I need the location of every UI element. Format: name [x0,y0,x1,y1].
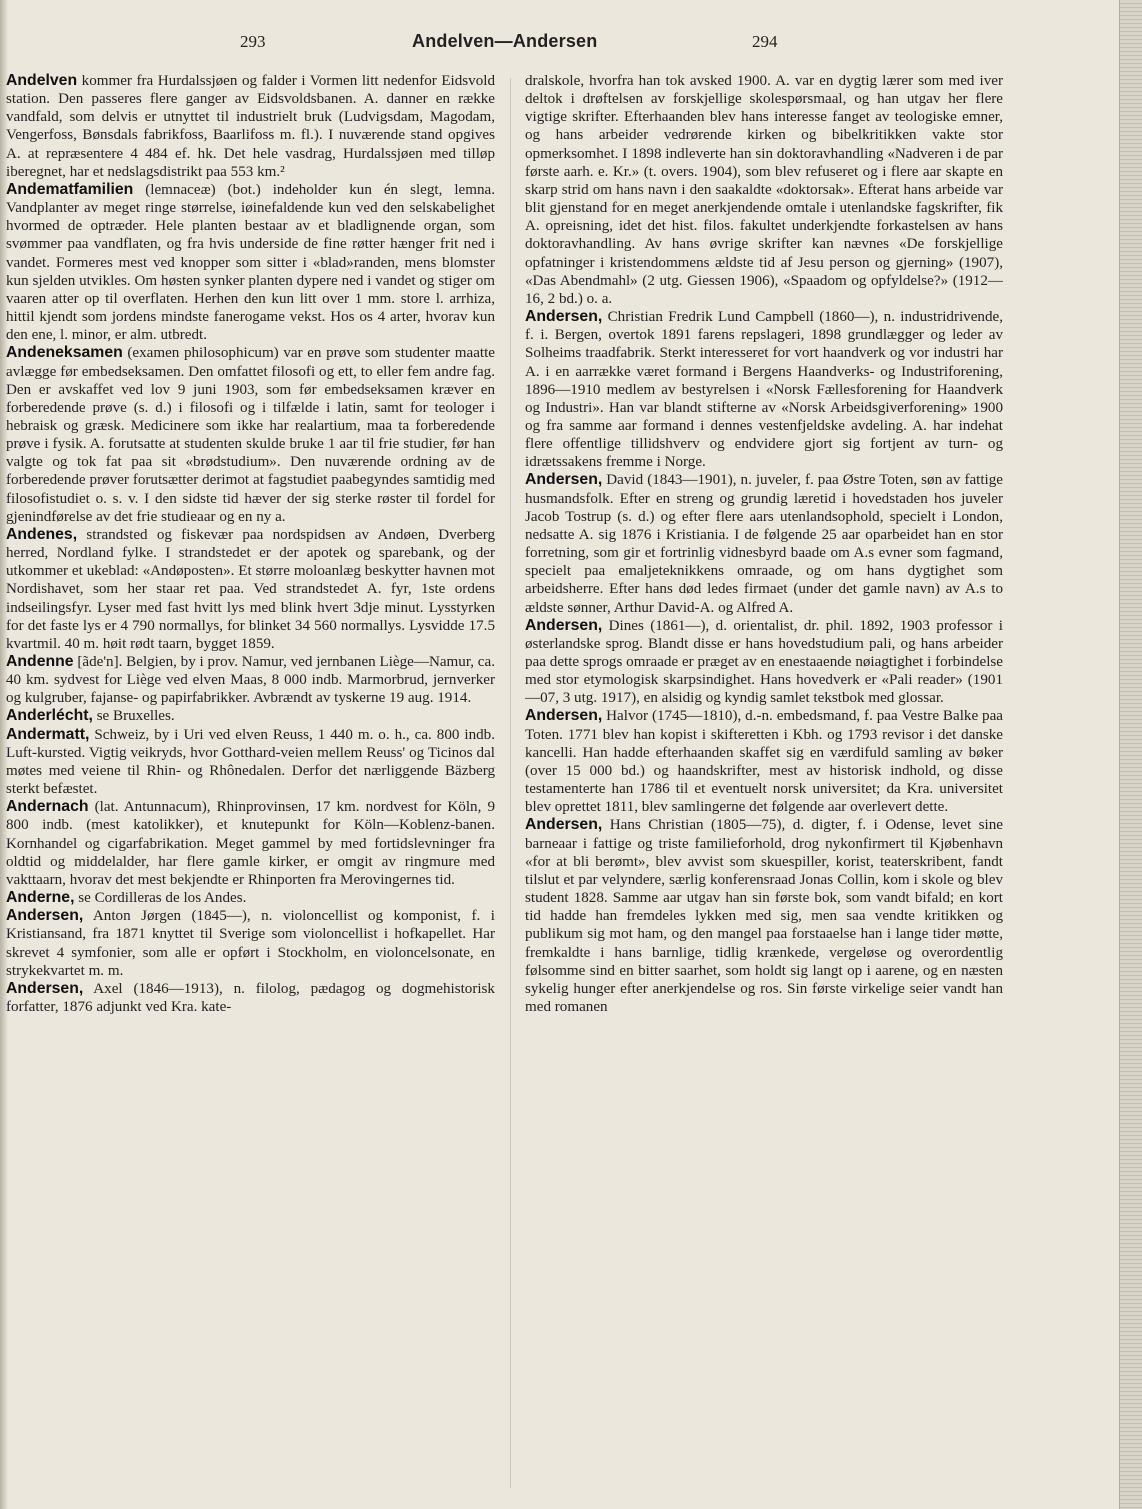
encyclopedia-entry [6,798,495,889]
encyclopedia-entry [525,471,1003,616]
page-number-right: 294 [752,32,778,51]
entry-text: David (1843—1901), n. juveler, f. paa Østre Toten, søn av fattige husmandsfolk. Efter en streng og grundig læretid i hovedstaden hos juveler Jacob Tostrup (s. d.) og efter flere aars utenlandsophold, specielt i London, nedsatte A. sig 1876 i Kristiania. I de følgende 25 aar oparbeidet han en stor forretning, som gir et fortrinlig vidnesbyrd baade om A.s evner som fagmand, specielt paa emaljeteknikkens omraade, og om hans dygtighet som arbeidsherre. Efter hans død ledes firmaet (under det gamle navn) av A.s to ældste sønner, Arthur David-A. og Alfred A. [525,472,1003,616]
page-edge-stack [1119,0,1142,1509]
entry-text: [ãde'n]. Belgien, by i prov. Namur, ved jernbanen Liège—Namur, ca. 40 km. sydvest for Liège ved elven Maas, 8 000 indb. Marmorbrud, jernverker og kulgruber, fajanse- og papirfabrikker. Avbrændt av tyskerne 19 aug. 1914. [6,654,495,707]
entry-headword: Anderlécht, [6,707,93,725]
entry-text: kommer fra Hurdalssjøen og falder i Vormen litt nedenfor Eidsvold station. Den passeres flere ganger av Eidsvoldsbanen. A. danner en række vandfald, som delvis er utnyttet til industrielt bruk (Ludvigsdam, Magodam, Vengerfoss, Bønsdals fabrikfoss, Baarlifoss m. fl.). I nuværende stand opgives A. at repræsentere 4 484 ef. hk. Det hele vasdrag, Hurdalssjøen med tilløp iberegnet, har et nedslagsdistrikt paa 553 km.² [6,73,495,180]
entry-text: (examen philosophicum) var en prøve som studenter maatte avlægge før embedseksamen. Den omfattet filosofi og ett, to eller fem andre fag. Den er avskaffet ved lov 9 juni 1903, som før embedseksamen kræver en forberedende prøve (s. d.) i filosofi og i tilfælde i latin, samt for teologer i hebraisk og græsk. Medicinere som ikke har realartium, maa ta forberedende prøve i fysik. A. forutsatte at studenten skulde bruke 1 aar til frie studier, før han valgte og tok fat paa sit «brødstudium». Den nuværende ordning av de forberedende prøver forutsætter derimot at fagstudiet paabegyndes samtidig med filosofistudiet o. s. v. I den sidste tid hæver der sig sterke røster til fordel for gjenindførelse av det frie studieaar og en ny a. [6,345,495,525]
encyclopedia-entry [6,653,495,707]
entry-text: se Bruxelles. [96,708,175,725]
entry-text: (lat. Antunnacum), Rhinprovinsen, 17 km. nordvest for Köln, 9 800 indb. (mest katolikker), et knutepunkt for Köln—Koblenz-banen. Kornhandel og cigarfabrikation. Meget gammel by med fortidslevninger fra oldtid og middelalder, har flere gamle kirker, er omgit av ringmure med vakttaarn, hvorav det mest bekjendte er Rhinporten fra Merovingernes tid. [6,799,495,888]
entry-text: Anton Jørgen (1845—), n. violoncellist og komponist, f. i Kristiansand, fra 1871 knyttet til Sverige som violoncellist i hofkapellet. Har skrevet 4 symfonier, som alle er opført i Stockholm, en violoncelsonate, en strykekvartet m. m. [6,908,495,979]
column-divider [510,78,511,1488]
entry-text: dralskole, hvorfra han tok avsked 1900. A. var en dygtig lærer som med iver deltok i drøftelsen av forskjellige skolespørsmaal, og han utgav her flere vigtige skrifter. Efterhaanden blev hans interesse fanget av teologiske emner, og hans arbeider vedrørende kirken og bibelkritikken vakte stor opmerksomhet. I 1898 indleverte han sin doktoravhandling «Nadveren i de par første aarh. e. Kr.» (t. overs. 1904), som blev refuseret og i flere aar skapte en skarp strid om hans navn i den saakaldte «doktorsak». Efterat hans arbeide var blit gjenstand for en meget anerkjendende omtale i utenlandske fagskrifter, fik A. opreisning, idet det hist. filos. fakultet underkjendte forkastelsen av hans doktoravhandling. Av hans øvrige skrifter kan nævnes «De forskjellige opfatninger i kristendommens ældste tid af Jesu person og gjerning» (1907), «Das Abendmahl» (2 utg. Giessen 1906), «Spaadom og opfyldelse?» (1912—16, 2 bd.) o. a. [525,73,1003,307]
encyclopedia-entry [525,816,1003,1016]
entry-headword: Andematfamilien [6,180,134,198]
encyclopedia-entry [6,907,495,980]
entry-headword: Anderne, [6,889,75,907]
entry-headword: Andersen, [525,471,603,489]
entry-headword: Andelven [6,72,78,89]
entry-headword: Andeneksamen [6,344,123,362]
encyclopedia-entry [6,889,495,907]
entry-headword: Andenes, [6,525,78,543]
encyclopedia-entry [525,617,1003,708]
entry-text: se Cordilleras de los Andes. [78,890,247,907]
left-column [6,72,495,1500]
entry-text: Hans Christian (1805—75), d. digter, f. i Odense, levet sine barneaar i fattige og triste familieforhold, drog nykonfirmert til Kjøbenhavn «for at bli berømt», blev avvist som skuespiller, korist, teaterskribent, fandt tilslut et par velyndere, særlig konferensraad Jonas Collin, kom i skole og blev student 1828. Samme aar utgav han sin første bok, som vandt bifald; en kort tid hadde han fremdeles lykken med sig, men saa vendte kritikken og publikum sig mot ham, og den mangel paa forstaaelse han i lange tider møtte, fremkaldte i hans barnlige, tidlig krænkede, vergeløse og overordentlig følsomme sind en bitter saarhet, som holdt sig langt op i aarene, og en næsten sykelig hunger efter anerkjendelse og ros. Sin første virkelige seier vandt han med romanen [525,817,1003,1015]
entry-text: Halvor (1745—1810), d.-n. embedsmand, f. paa Vestre Balke paa Toten. 1771 blev han kopist i skifteretten i Kbh. og 1793 revisor i det danske kancelli. Han hadde efterhaanden skaffet sig en værdifuld samling av bøker (over 15 000 bd.) og haandskrifter, mest av historisk indhold, og disse testamenterte han 1786 til et eventuelt norsk universitet; da Kra. universitet blev oprettet 1811, blev samlingerne det følgende aar overlevert dette. [525,708,1003,816]
entry-headword: Andernach [6,798,89,816]
entry-text: Dines (1861—), d. orientalist, dr. phil. 1892, 1903 professor i østerlandske sprog. Blandt disse er hans hovedstudium pali, og hans arbeider paa dette sprogs omraade er præget av en enestaaende nøiagtighet i forbindelse med stor etymologisk skarpsindighet. Hans hovedverk er «Pali reader» (1901—07, 3 utg. 1917), en alsidig og kyndig samlet tekstbok med glossar. [525,617,1003,707]
encyclopedia-entry [525,308,1003,471]
page-number-left: 293 [240,32,266,51]
entry-text: Christian Fredrik Lund Campbell (1860—), n. industridrivende, f. i. Bergen, overtok 1891 farens repslageri, 1898 grundlægger og leder av Solheims traadfabrik. Sterkt interesseret for vort haandverk og vor industri har A. i en aarrække været formand i Bergens Haandverks- og Industriforening, 1896—1910 medlem av bestyrelsen i «Norsk Fællesforening for Haandverk og Industri». Han var blandt stifterne av «Norsk Arbeidsgiverforening» 1900 og fra samme aar formand i dennes vestenfjeldske avdeling. A. har indehat flere offentlige tillidshverv og endvidere gjort sig fortjent av turn- og idrætssakens fremme i Norge. [525,309,1003,471]
entry-headword: Andermatt, [6,725,90,743]
encyclopedia-entry [6,72,495,181]
entry-text: Schweiz, by i Uri ved elven Reuss, 1 440 m. o. h., ca. 800 indb. Luft-kursted. Vigtig veikryds, hvor Gotthard-veien mellem Reuss' og Ticinos dal møtes med veiene til Rhin- og Rhônedalen. Derfor det nærliggende Bäzberg sterkt befæstet. [6,726,495,798]
page-header [0,32,1120,56]
encyclopedia-entry [6,526,495,653]
entry-headword: Andersen, [525,616,603,634]
entry-headword: Andersen, [6,979,84,997]
entry-headword: Andersen, [525,816,603,834]
encyclopedia-entry [6,181,495,344]
encyclopedia-entry [6,344,495,526]
entry-headword: Andenne [6,653,74,670]
encyclopedia-entry [525,707,1003,816]
right-column [525,72,1003,1500]
entry-headword: Andersen, [525,707,603,725]
entry-text: strandsted og fiskevær paa nordspidsen av Andøen, Dverberg herred, Nordland fylke. I strandstedet er der apotek og sparebank, og der utkommer et ukeblad: «Andøposten». Et større moloanlæg beskytter havnen mot Nordishavet, som her staar ret paa. Ved strandstedet A. fyr, 1ste ordens indseilingsfyr. Lyser med fast hvitt lys med blink hvert 3dje minut. Lysstyrken for det faste lys er 4 790 normallys, for blinket 34 560 normallys. Lysvidde 17.5 kvartmil. 40 m. høit rødt taarn, bygget 1859. [6,526,495,652]
encyclopedia-entry [6,726,495,799]
encyclopedia-entry [6,707,495,725]
entry-headword: Andersen, [525,308,603,326]
running-head: Andelven—Andersen [412,31,598,51]
encyclopedia-entry [525,72,1003,308]
entry-headword: Andersen, [6,907,84,925]
encyclopedia-entry [6,980,495,1016]
entry-text: (lemnaceæ) (bot.) indeholder kun én slegt, lemna. Vandplanter av meget ringe størrelse, iøinefaldende kun ved den selskabelighet hvormed de optræder. Hele planten bestaar av et bladlignende organ, som svømmer paa vandflaten, og fra hvis underside de fine røtter hænger frit ned i vandet. Formeres mest ved knopper som sitter i «blad»randen, mens blomster kun sjelden utvikles. Om høsten synker planten dypere ned i vandet og stiger om vaaren atter op til overflaten. Herhen den kun litt over 1 mm. store l. arrhiza, hittil kjendt som jordens mindste fanerogame vekst. Hos os 4 arter, hvorav kun den ene, l. minor, er alm. utbredt. [6,181,495,344]
entry-text: Axel (1846—1913), n. filolog, pædagog og dogmehistorisk forfatter, 1876 adjunkt ved Kra. kate- [6,980,495,1015]
